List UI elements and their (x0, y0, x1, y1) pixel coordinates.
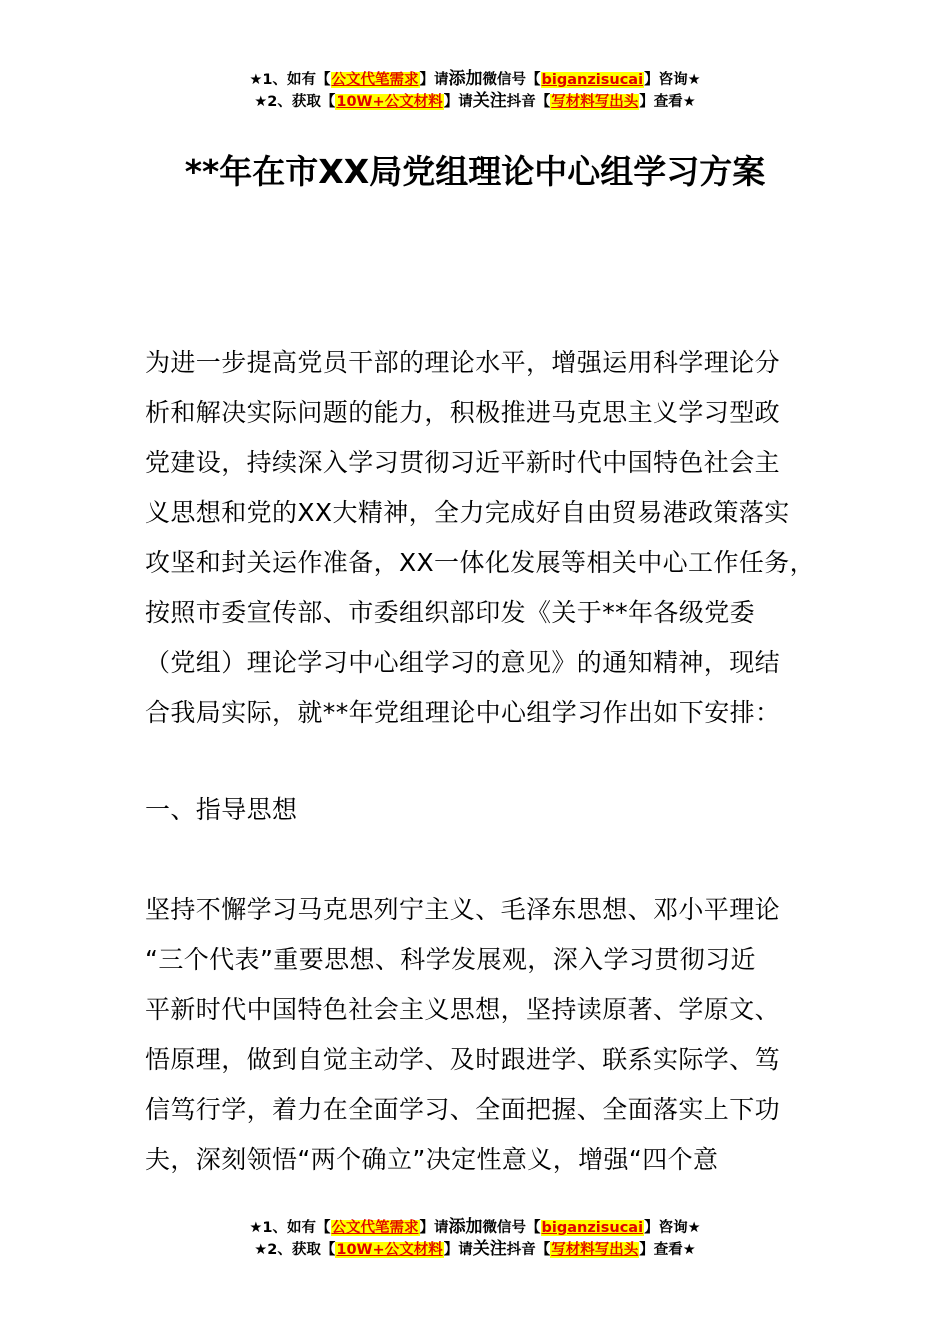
paragraph-line: 坚持不懈学习马克思列宁主义、毛泽东思想、邓小平理论 (145, 895, 781, 924)
banner-text: 】请 (443, 94, 473, 110)
paragraph-line: 党建设，持续深入学习贯彻习近平新时代中国特色社会主 (145, 448, 781, 477)
highlight-ghostwriting: 公文代笔需求 (331, 72, 419, 88)
paragraph-line: 合我局实际，就**年党组理论中心组学习作出如下安排： (145, 698, 781, 727)
banner-text: 】请 (443, 1242, 473, 1258)
top-banner (0, 68, 950, 112)
banner-text: 】咨询★ (644, 72, 701, 88)
paragraph-line: 按照市委宣传部、市委组织部印发《关于**年各级党委 (145, 598, 756, 627)
paragraph-line: 攻坚和封关运作准备，XX一体化发展等相关中心工作任务， (145, 548, 816, 577)
banner-text: 抖音【 (506, 94, 551, 110)
top-banner-line-2 (0, 90, 950, 112)
banner-text: 微信号【 (482, 72, 541, 88)
paragraph-line: 夫，深刻领悟“两个确立”决定性意义，增强“四个意 (145, 1145, 719, 1174)
paragraph-line: 平新时代中国特色社会主义思想，坚持读原著、学原文、 (145, 995, 781, 1024)
paragraph-line: 为进一步提高党员干部的理论水平，增强运用科学理论分 (145, 348, 781, 377)
banner-text-emphasis: 关注 (472, 1239, 507, 1259)
highlight-materials: 10W+公文材料 (336, 94, 443, 110)
banner-text: 】咨询★ (644, 1220, 701, 1236)
paragraph-line: 析和解决实际问题的能力，积极推进马克思主义学习型政 (145, 398, 781, 427)
banner-text-emphasis: 关注 (472, 91, 507, 111)
banner-text: ★1、如有【 (249, 1220, 331, 1236)
paragraph-line: 信笃行学，着力在全面学习、全面把握、全面落实上下功 (145, 1095, 781, 1124)
highlight-douyin-account: 写材料写出头 (551, 1242, 639, 1258)
paragraph-line: 义思想和党的XX大精神，全力完成好自由贸易港政策落实 (145, 498, 790, 527)
banner-text: ★2、获取【 (254, 94, 336, 110)
guiding-thought-paragraph (145, 885, 835, 1185)
highlight-wechat-id: biganzisucai (541, 72, 644, 88)
bottom-banner-line-2 (0, 1238, 950, 1260)
intro-paragraph (145, 338, 835, 738)
banner-text: 】查看★ (639, 1242, 696, 1258)
bottom-banner-line-1 (0, 1216, 950, 1238)
banner-text: 】请 (419, 72, 449, 88)
highlight-materials: 10W+公文材料 (336, 1242, 443, 1258)
banner-text-emphasis: 添加 (448, 69, 483, 89)
highlight-ghostwriting: 公文代笔需求 (331, 1220, 419, 1236)
paragraph-line: 悟原理，做到自觉主动学、及时跟进学、联系实际学、笃 (145, 1045, 781, 1074)
top-banner-line-1 (0, 68, 950, 90)
document-title: **年在市XX局党组理论中心组学习方案 (184, 152, 766, 191)
highlight-douyin-account: 写材料写出头 (551, 94, 639, 110)
banner-text: ★1、如有【 (249, 72, 331, 88)
banner-text: 抖音【 (506, 1242, 551, 1258)
banner-text: ★2、获取【 (254, 1242, 336, 1258)
banner-text: 微信号【 (482, 1220, 541, 1236)
bottom-banner (0, 1216, 950, 1260)
section-heading-guiding-thought (145, 785, 835, 835)
highlight-wechat-id: biganzisucai (541, 1220, 644, 1236)
section-heading-text: 一、指导思想 (145, 795, 298, 824)
paragraph-line: （党组）理论学习中心组学习的意见》的通知精神，现结 (145, 648, 781, 677)
banner-text-emphasis: 添加 (448, 1217, 483, 1237)
paragraph-line: “三个代表”重要思想、科学发展观，深入学习贯彻习近 (145, 945, 756, 974)
banner-text: 】请 (419, 1220, 449, 1236)
banner-text: 】查看★ (639, 94, 696, 110)
